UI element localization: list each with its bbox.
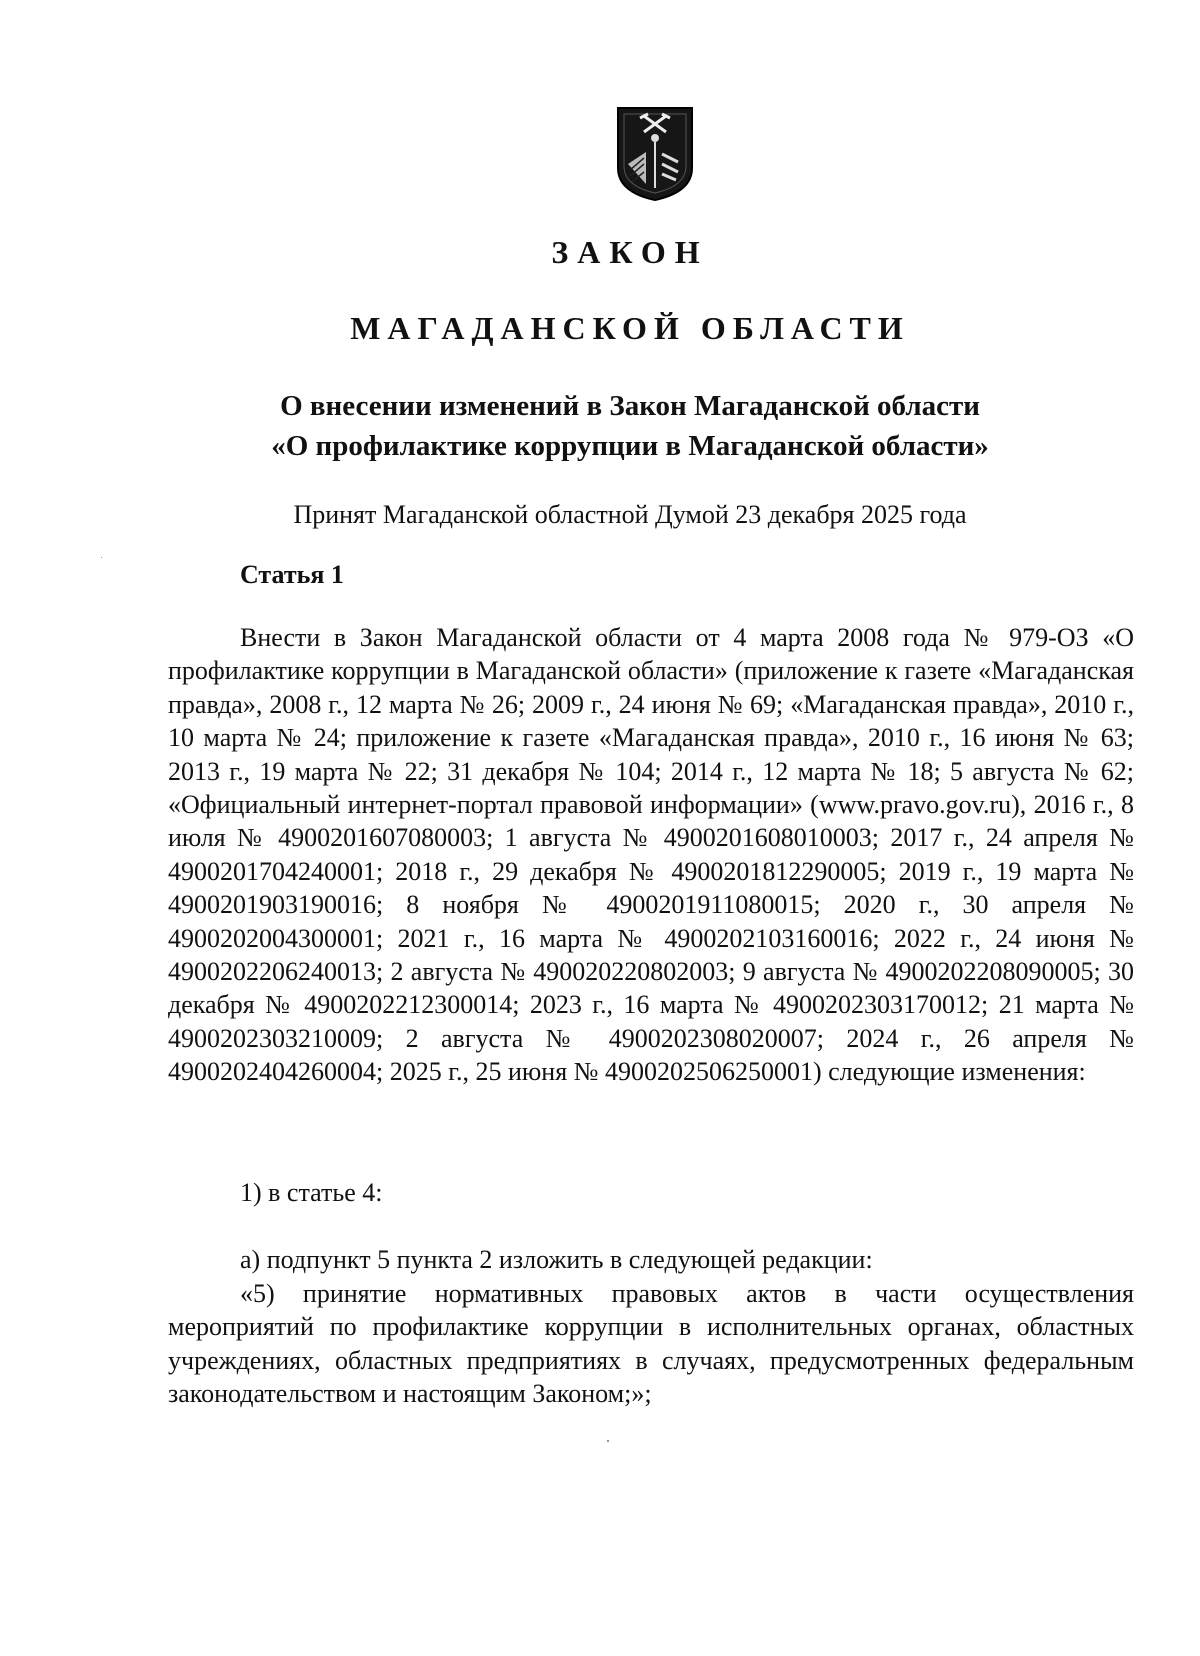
scan-speck xyxy=(101,557,102,558)
quoted-amendment-text: «5) принятие нормативных правовых актов в части осуществления мероприятий по профилактике коррупции в исполнительных органах, областных учреждениях, областных предприятиях в случаях, предусмотренных федеральным законодательством и настоящим Законом;»; xyxy=(168,1279,1134,1409)
article-heading: Статья 1 xyxy=(240,560,344,589)
coat-of-arms-icon xyxy=(616,106,694,202)
law-subject-line1: О внесении изменений в Закон Магаданской области xyxy=(280,390,980,422)
list-item-1: 1) в статье 4: xyxy=(240,1178,383,1207)
intro-paragraph-text: Внести в Закон Магаданской области от 4 марта 2008 года № 979-ОЗ «О профилактике коррупции в Магаданской области» (приложение к газете «Магаданская правда», 2008 г., 12 марта № 26; 2009 г., 24 июня № 69; «Магаданская правда», 2010 г., 10 марта № 24; приложение к газете «Магаданская правда», 2010 г., 16 июня № 63; 2013 г., 19 марта № 22; 31 декабря № 104; 2014 г., 12 марта № 18; 5 августа № 62; «Официальный интернет-портал правовой информации» (www.pravo.gov.ru), 2016 г., 8 июля № 4900201607080003; 1 августа № 4900201608010003; 2017 г., 24 апреля № 4900201704240001; 2018 г., 29 декабря № 4900201812290005; 2019 г., 19 марта № 4900201903190016; 8 ноября № 4900201911080015; 2020 г., 30 апреля № 4900202004300001; 2021 г., 16 марта № 4900202103160016; 2022 г., 24 июня № 4900202206240013; 2 августа № 490020220802003; 9 августа № 4900202208090005; 30 декабря № 4900202212300014; 2023 г., 16 марта № 4900202303170012; 21 марта № 4900202303210009; 2 августа № 4900202308020007; 2024 г., 26 апреля № 4900202404260004; 2025 г., 25 июня № 4900202506250001) следующие изменения: xyxy=(168,623,1134,1087)
document-region: МАГАДАНСКОЙ ОБЛАСТИ xyxy=(350,310,910,346)
list-item-a: а) подпункт 5 пункта 2 изложить в следующей редакции: xyxy=(240,1245,873,1274)
scan-speck xyxy=(607,1440,609,1442)
law-subject xyxy=(0,386,1200,466)
adoption-note: Принят Магаданской областной Думой 23 декабря 2025 года xyxy=(293,500,967,529)
quoted-amendment xyxy=(168,1277,1134,1411)
document-title: ЗАКОН xyxy=(551,234,709,270)
law-subject-line2: «О профилактике коррупции в Магаданской области» xyxy=(271,430,989,462)
intro-paragraph xyxy=(168,621,1134,1089)
